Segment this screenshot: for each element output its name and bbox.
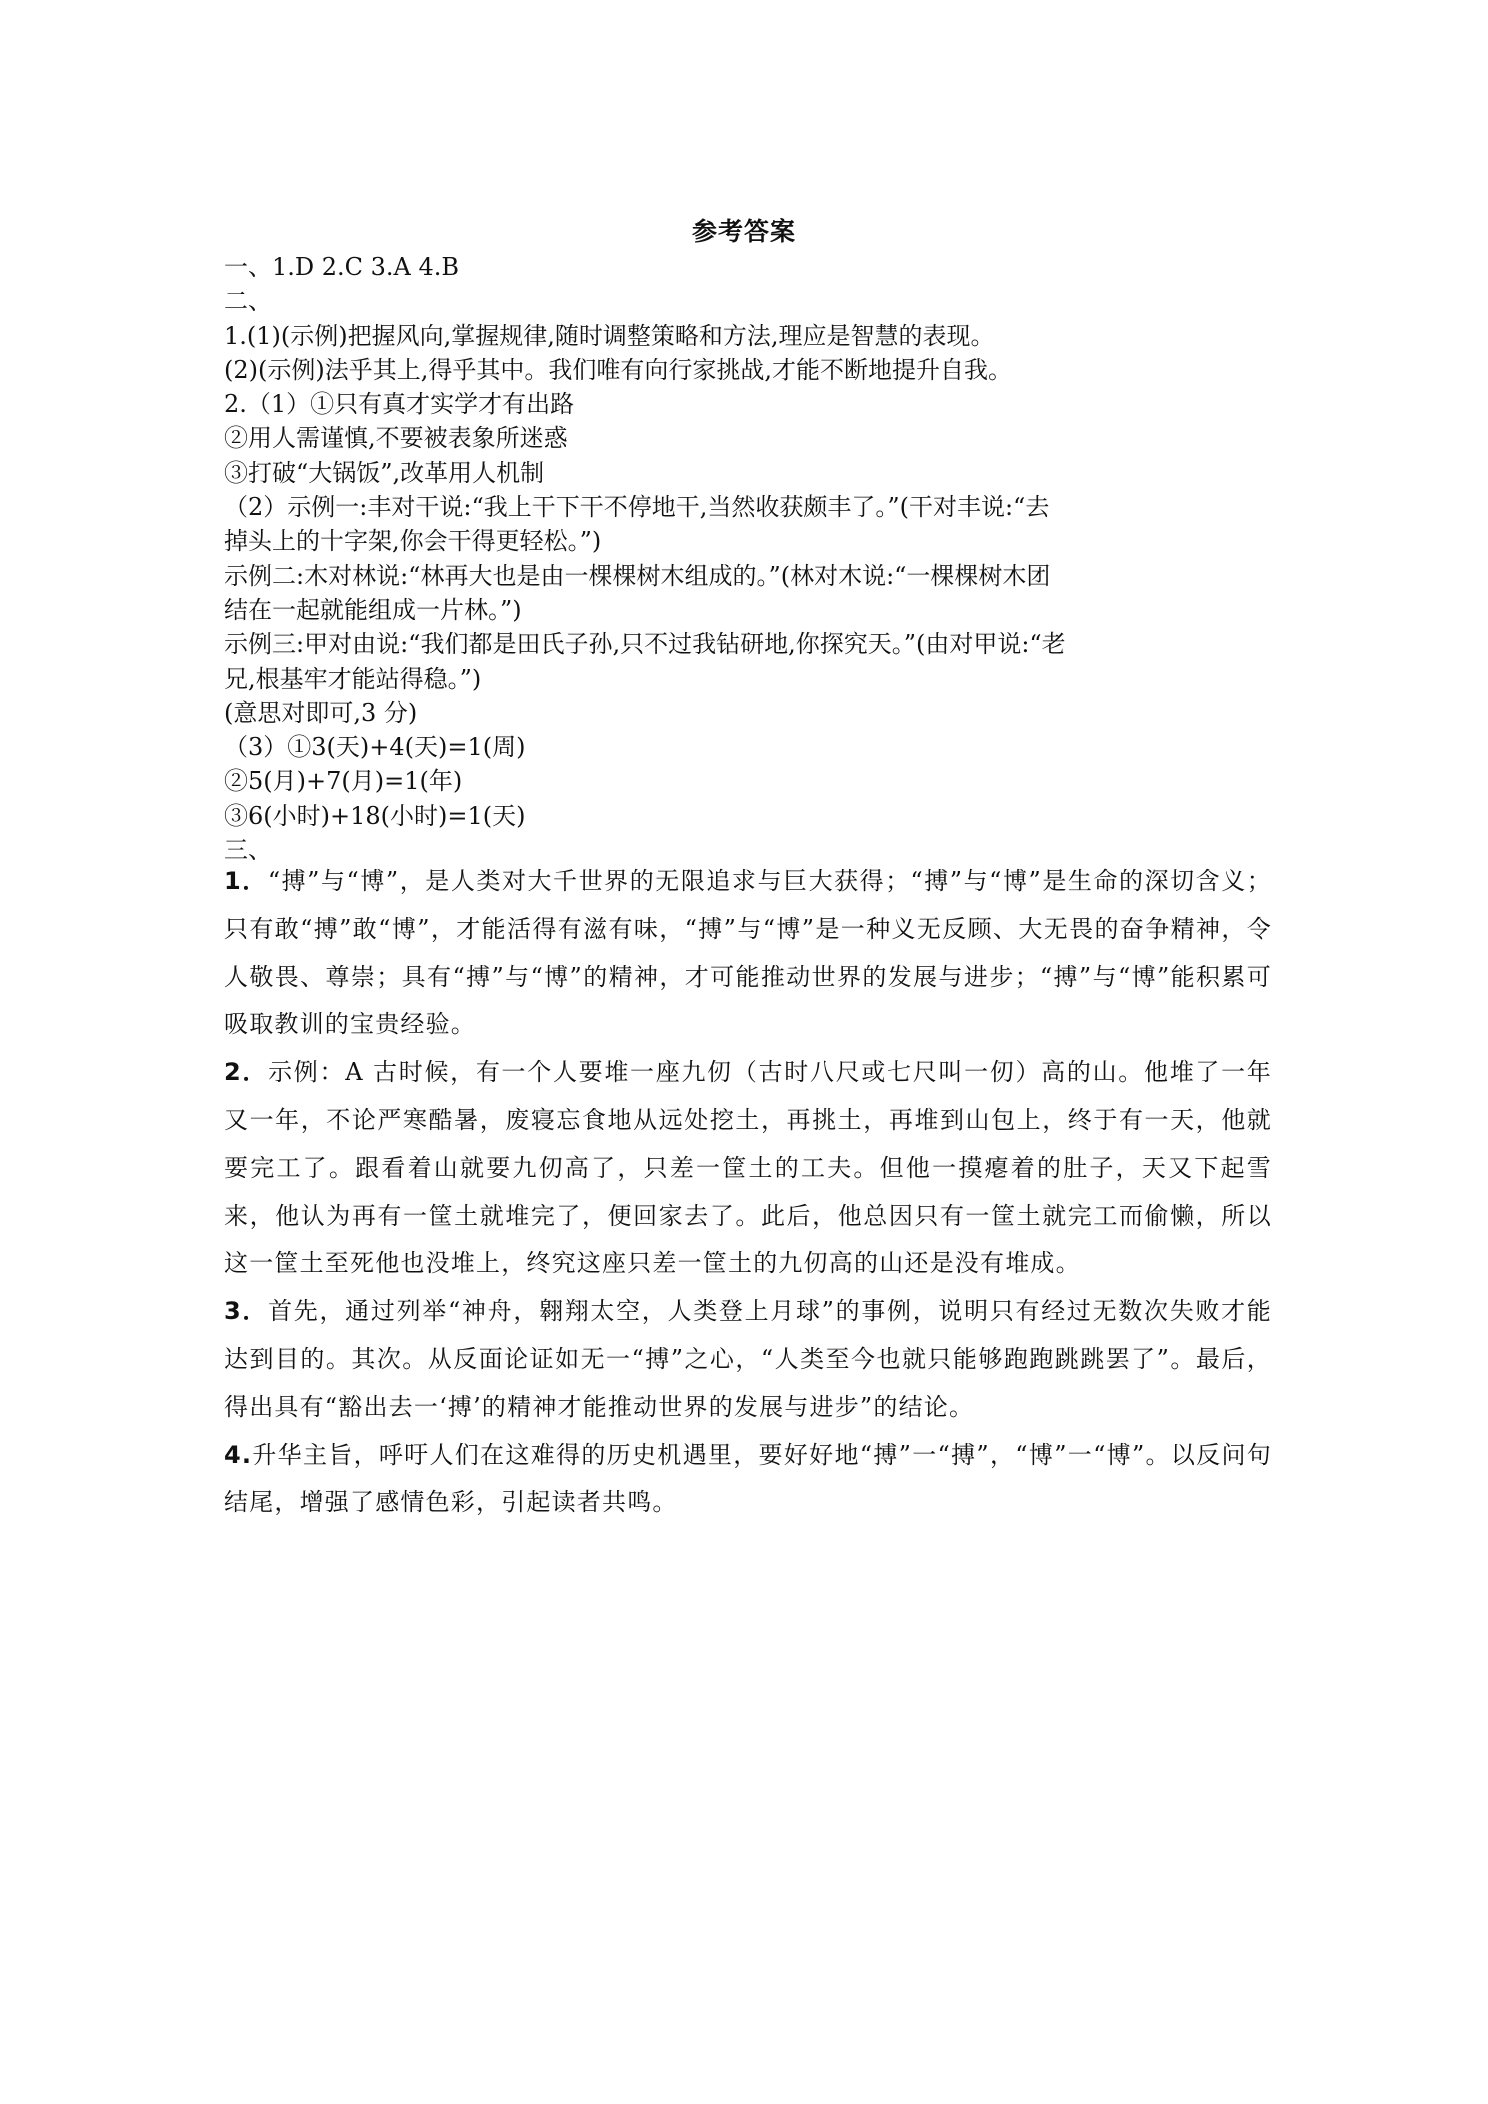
part2-line: ③打破“大锅饭”,改革用人机制 [224, 458, 545, 487]
part3-item [224, 1288, 1272, 1431]
item-text: 升华主旨，呼吁人们在这难得的历史机遇里，要好好地“搏”一“搏”，“博”一“博”。以反问句结尾，增强了感情色彩，引起读者共鸣。 [224, 1440, 1272, 1517]
part2-heading: 二、 [224, 287, 272, 316]
item-number: 3． [224, 1297, 269, 1326]
part3-item [224, 1432, 1272, 1528]
part2-line: (2)(示例)法乎其上,得乎其中。我们唯有向行家挑战,才能不断地提升自我。 [224, 355, 1012, 384]
item-text: 示例：A 古时候，有一个人要堆一座九仞（古时八尺或七尺叫一仞）高的山。他堆了一年又一年，不论严寒酷暑，废寝忘食地从远处挖土，再挑土，再堆到山包上，终于有一天，他就要完工了。跟看着山就要九仞高了，只差一筐土的工夫。但他一摸瘪着的肚子，天又下起雪来，他认为再有一筐土就堆完了，便回家去了。此后，他总因只有一筐土就完工而偷懒，所以这一筐土至死他也没堆上，终究这座只差一筐土的九仞高的山还是没有堆成。 [224, 1058, 1272, 1278]
answers-part-1-2 [224, 250, 1284, 867]
part2-line: 结在一起就能组成一片林。”) [224, 595, 522, 624]
part2-line: ②5(月)+7(月)=1(年) [224, 767, 463, 796]
answers-part-3 [224, 858, 1272, 1527]
part3-item [224, 1049, 1272, 1288]
part2-line: 掉头上的十字架,你会干得更轻松。”) [224, 527, 602, 556]
part2-line: ②用人需谨慎,不要被表象所迷惑 [224, 424, 568, 453]
item-number: 4. [224, 1440, 253, 1469]
part2-line: 1.(1)(示例)把握风向,掌握规律,随时调整策略和方法,理应是智慧的表现。 [224, 321, 995, 350]
part2-line: 示例二:木对林说:“林再大也是由一棵棵树木组成的。”(林对木说:“一棵棵树木团 [224, 561, 1051, 590]
part1-answers: 一、1.D 2.C 3.A 4.B [224, 253, 460, 281]
item-text: “搏”与“博”，是人类对大千世界的无限追求与巨大获得；“搏”与“博”是生命的深切含义；只有敢“搏”敢“博”，才能活得有滋有味，“搏”与“博”是一种义无反顾、大无畏的奋争精神，令人敬畏、尊崇；具有“搏”与“博”的精神，才可能推动世界的发展与进步；“搏”与“博”能积累可吸取教训的宝贵经验。 [224, 867, 1272, 1039]
part2-line: 2.（1）①只有真才实学才有出路 [224, 390, 575, 419]
part2-line: 兄,根基牢才能站得稳。”) [224, 664, 482, 693]
part2-line: （3）①3(天)+4(天)=1(周) [224, 733, 526, 762]
item-number: 2． [224, 1058, 269, 1087]
part2-line: ③6(小时)+18(小时)=1(天) [224, 801, 526, 830]
part2-line: (意思对即可,3 分) [224, 698, 418, 727]
part3-heading: 三、 [224, 836, 272, 865]
part2-line: （2）示例一:丰对干说:“我上干下干不停地干,当然收获颇丰了。”(干对丰说:“去 [224, 493, 1050, 522]
part2-line: 示例三:甲对由说:“我们都是田氏子孙,只不过我钻研地,你探究天。”(由对甲说:“老 [224, 630, 1066, 659]
page-title: 参考答案 [691, 217, 796, 246]
item-text: 首先，通过列举“神舟，翱翔太空，人类登上月球”的事例，说明只有经过无数次失败才能达到目的。其次。从反面论证如无一“搏”之心，“人类至今也就只能够跑跑跳跳罢了”。最后，得出具有“豁出去一‘搏’的精神才能推动世界的发展与进步”的结论。 [224, 1297, 1272, 1421]
item-number: 1． [224, 867, 268, 895]
part3-item [224, 858, 1272, 1049]
